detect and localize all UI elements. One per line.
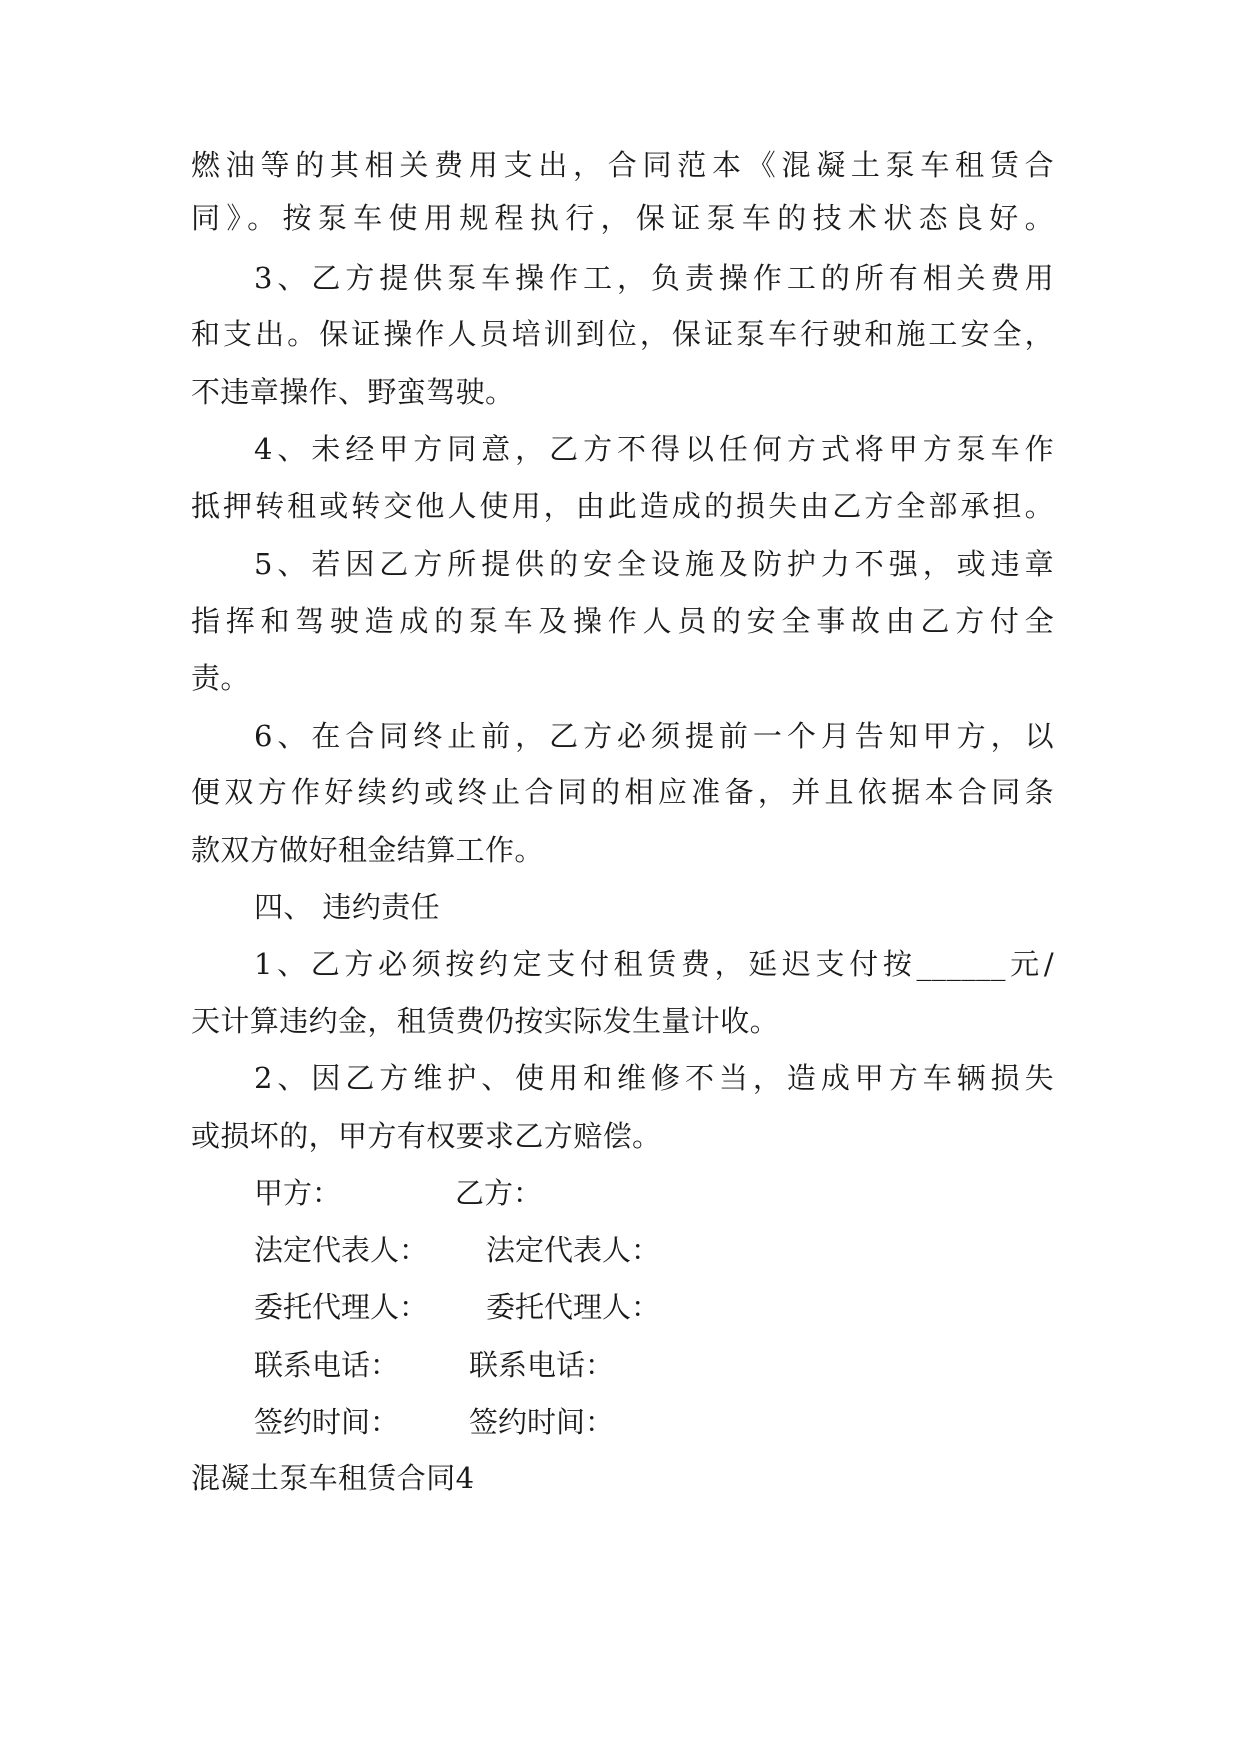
clause-4-line: 4、未经甲方同意，乙方不得以任何方式将甲方泵车作	[254, 432, 1054, 466]
next-contract-title: 混凝土泵车租赁合同4	[191, 1461, 475, 1495]
phone-a-label: 联系电话：	[254, 1348, 400, 1382]
agent-b-label: 委托代理人：	[486, 1290, 661, 1324]
clause-3-line: 3、乙方提供泵车操作工，负责操作工的所有相关费用	[254, 261, 1054, 295]
body-line: 或损坏的，甲方有权要求乙方赔偿。	[191, 1119, 662, 1153]
date-b-label: 签约时间：	[469, 1405, 615, 1439]
party-a-label: 甲方：	[254, 1176, 342, 1210]
body-line: 燃油等的其相关费用支出，合同范本《混凝土泵车租赁合	[191, 148, 1054, 182]
date-a-label: 签约时间：	[254, 1405, 400, 1439]
clause-6-line: 6、在合同终止前，乙方必须提前一个月告知甲方，以	[254, 719, 1054, 753]
body-line: 便双方作好续约或终止合同的相应准备，并且依据本合同条	[191, 775, 1054, 809]
body-line: 抵押转租或转交他人使用，由此造成的损失由乙方全部承担。	[191, 489, 1054, 523]
body-line: 和支出。保证操作人员培训到位，保证泵车行驶和施工安全，	[191, 317, 1054, 351]
agent-a-label: 委托代理人：	[254, 1290, 429, 1324]
body-line: 天计算违约金，租赁费仍按实际发生量计收。	[191, 1004, 780, 1038]
party-b-label: 乙方：	[455, 1176, 543, 1210]
body-line: 不违章操作、野蛮驾驶。	[191, 375, 515, 409]
body-line: 款双方做好租金结算工作。	[191, 833, 544, 867]
body-line: 责。	[191, 661, 250, 695]
clause-1-line: 1、乙方必须按约定支付租赁费，延迟支付按______元/	[254, 947, 1054, 981]
section-heading: 四、 违约责任	[254, 890, 441, 924]
body-line: 指挥和驾驶造成的泵车及操作人员的安全事故由乙方付全	[191, 604, 1054, 638]
phone-b-label: 联系电话：	[469, 1348, 615, 1382]
clause-2-line: 2、因乙方维护、使用和维修不当，造成甲方车辆损失	[254, 1061, 1054, 1095]
body-line: 同》。按泵车使用规程执行，保证泵车的技术状态良好。	[191, 201, 1054, 235]
clause-5-line: 5、若因乙方所提供的安全设施及防护力不强，或违章	[254, 547, 1054, 581]
rep-b-label: 法定代表人：	[486, 1233, 661, 1267]
rep-a-label: 法定代表人：	[254, 1233, 429, 1267]
